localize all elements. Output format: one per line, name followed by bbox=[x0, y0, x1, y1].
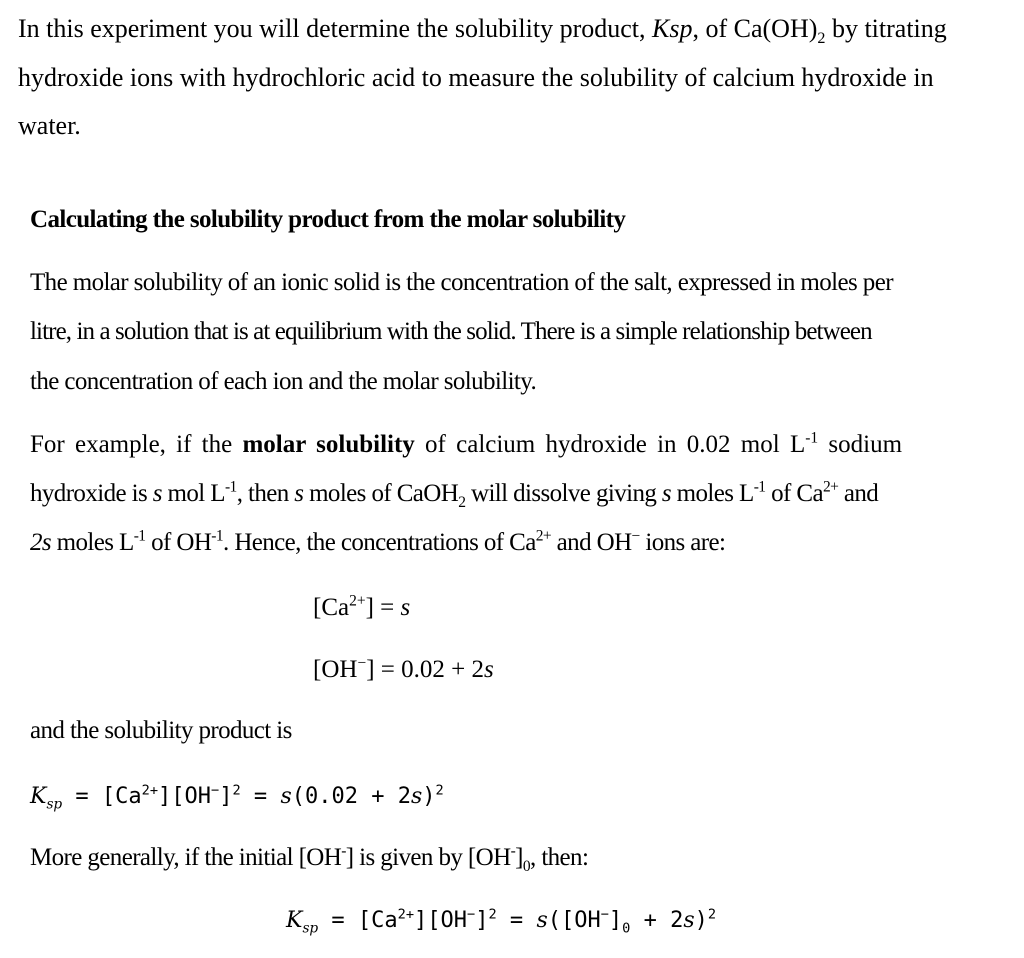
equation-ksp-example: $K_{sp} = [Ca^{2+}][OH^-]^2 = s(0.02 + 2s)^2$ bbox=[30, 782, 444, 813]
section-heading: Calculating the solubility product from the molar solubility bbox=[30, 206, 626, 233]
intro-line-1: In this experiment you will determine the solubility product, Ksp, of $Ca(OH)_2$ by titrating bbox=[18, 14, 947, 48]
equation-ca-concentration: $[Ca^{2+}] = s$ bbox=[313, 592, 411, 621]
solubility-product-text: and the solubility product is bbox=[30, 717, 292, 744]
para2-line-1: For example, if the molar solubility of calcium hydroxide in 0.02 mol $L^{-1}$ sodium bbox=[30, 429, 903, 458]
intro-line-2: hydroxide ions with hydrochloric acid to measure the solubility of calcium hydroxide in bbox=[18, 63, 934, 92]
para2-line-2: hydroxide is s mol $L^{-1}$, then s moles of CaOH$_2$ will dissolve giving s moles $L^{-1}$ of $Ca^{2+}$ and bbox=[30, 478, 879, 511]
intro-line-3: water. bbox=[18, 111, 81, 140]
equation-ksp-general: $K_{sp} = [Ca^{2+}][OH^-]^2 = s([OH^-]_0 + 2s)^2$ bbox=[286, 906, 717, 937]
para1-line-1: The molar solubility of an ionic solid is the concentration of the salt, expressed in moles per bbox=[30, 269, 893, 296]
general-text: More generally, if the initial [OH-] is given by $[OH^-]_0$, then: bbox=[30, 842, 589, 875]
para1-line-3: the concentration of each ion and the molar solubility. bbox=[30, 368, 537, 395]
para2-line-3: 2s moles $L^{-1}$ of $OH^{-1}$. Hence, the concentrations of $Ca^{2+}$ and OH− ions are: bbox=[30, 527, 726, 556]
para1-line-2: litre, in a solution that is at equilibrium with the solid. There is a simple relationship between bbox=[30, 318, 872, 345]
equation-oh-concentration: [OH−] = 0.02 + 2s bbox=[313, 654, 494, 683]
